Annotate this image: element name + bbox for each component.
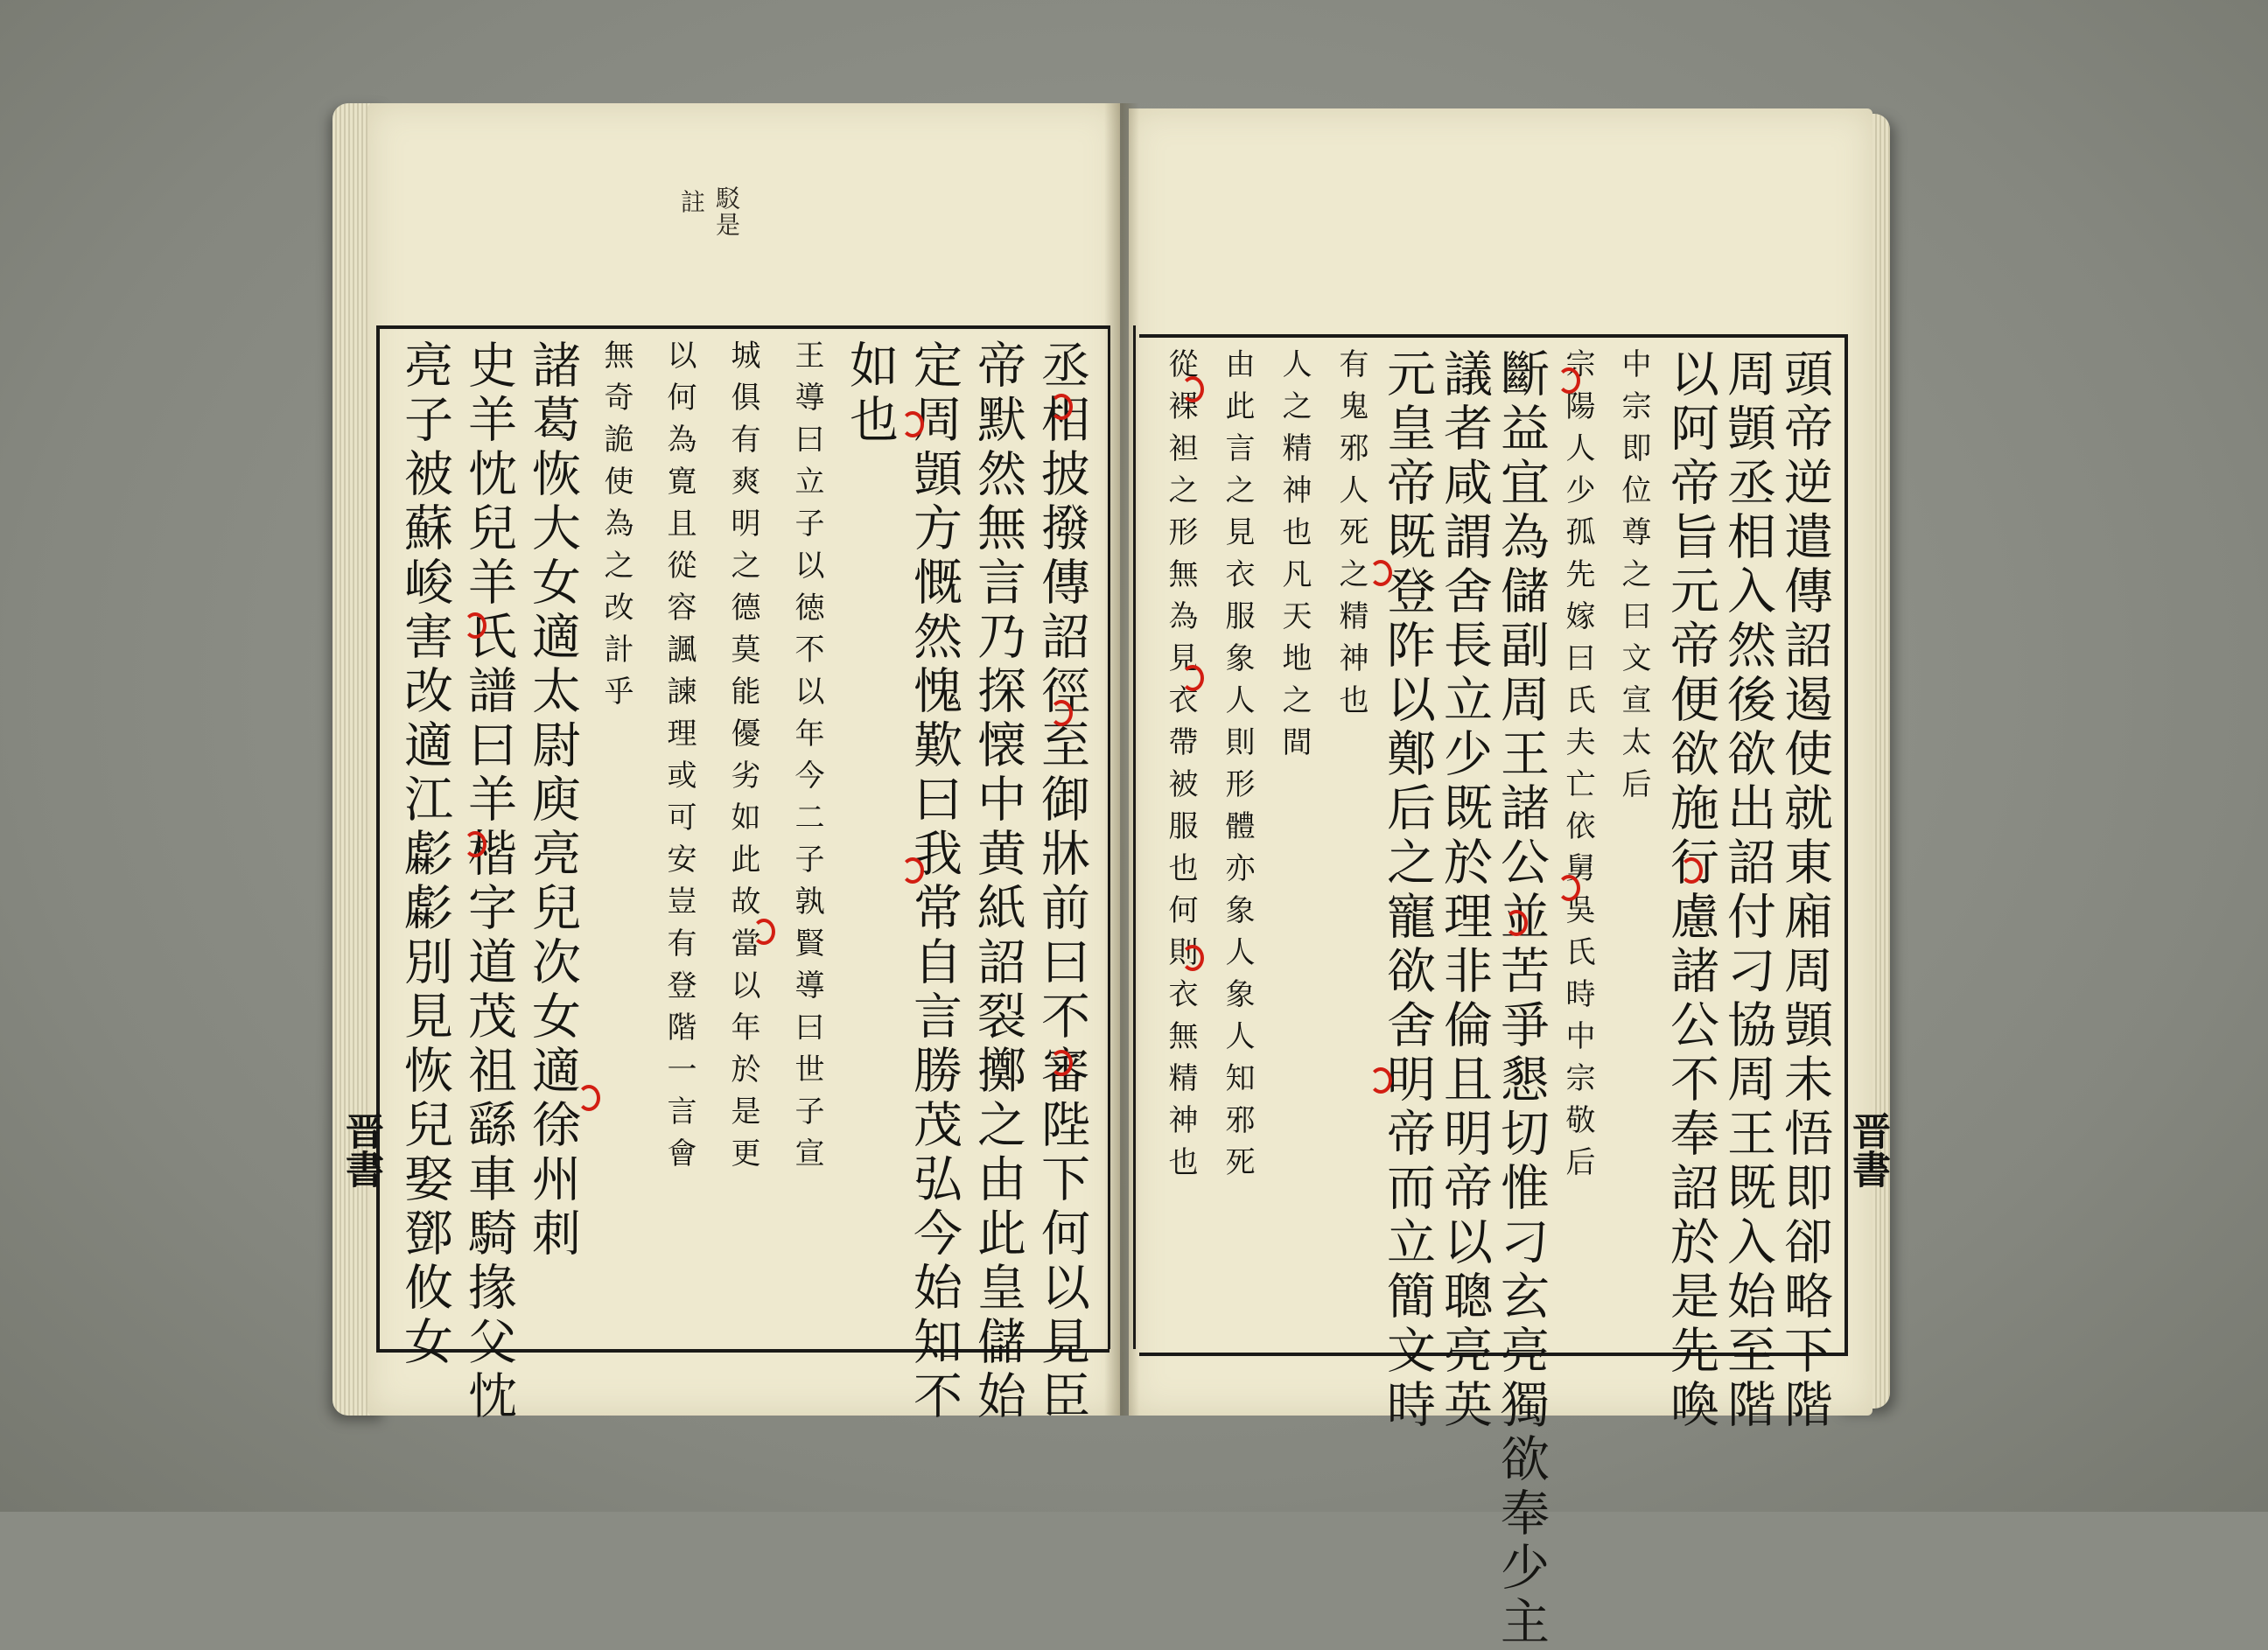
text-column: 中宗即位尊之曰文宣太后	[1616, 348, 1651, 810]
edge-title-left: 晋書	[339, 1111, 383, 1188]
text-column: 人之精神也凡天地之間	[1277, 348, 1312, 768]
text-column: 諸葛恢大女適太尉庾亮兒次女適徐州刺	[524, 339, 581, 1262]
text-column: 史羊忱兒羊氏譜曰羊楷字道茂祖繇車騎掾父忱	[460, 339, 517, 1424]
red-annotation-mark	[901, 411, 924, 437]
text-column: 宗陽人少孤先嫁曰氏夫亡依舅吳氏時中宗敬后	[1560, 348, 1595, 1188]
red-annotation-mark	[1050, 1050, 1073, 1076]
text-column: 如也	[842, 339, 899, 448]
text-column: 斷益宜為儲副周王諸公並苦爭懇切惟刁玄亮獨欲奉少主	[1493, 348, 1550, 1650]
red-annotation-mark	[464, 612, 486, 639]
red-annotation-mark	[464, 831, 486, 857]
text-column: 以阿帝旨元帝便欲施行慮諸公不奉詔於是先喚	[1662, 348, 1719, 1433]
red-annotation-mark	[752, 919, 775, 945]
margin-note: 駁是	[712, 185, 741, 238]
text-column: 頭帝逆遣傳詔遏使就東廂周顗未悟即卻略下階	[1776, 348, 1833, 1433]
text-column: 以何為寛且從容諷諫理或可安豈有登階一言會	[662, 339, 696, 1179]
text-column: 議者咸謂舍長立少既於理非倫且明帝以聰亮英	[1436, 348, 1493, 1433]
red-annotation-mark	[1369, 1067, 1392, 1094]
text-column: 元皇帝既登阼以鄭后之寵欲舍明帝而立簡文時	[1379, 348, 1436, 1433]
red-annotation-mark	[1680, 857, 1703, 884]
text-column: 定周顗方慨然愧歎曰我常自言勝茂弘今始知不	[906, 339, 962, 1424]
text-column: 有鬼邪人死之精神也	[1334, 348, 1368, 726]
red-annotation-mark	[1181, 665, 1204, 691]
edge-title-right: 晋書	[1845, 1111, 1890, 1188]
red-annotation-mark	[1181, 945, 1204, 971]
red-annotation-mark	[1050, 700, 1073, 726]
text-column: 無奇詭使為之改計乎	[598, 339, 634, 717]
red-annotation-mark	[1505, 910, 1528, 936]
red-annotation-mark	[1181, 376, 1204, 402]
text-column: 王導曰立子以徳不以年今二子孰賢導曰世子宣	[789, 339, 824, 1179]
text-column: 亮子被蘇峻害改適江虨虨別見恢兒娶鄧攸女	[396, 339, 453, 1370]
text-column: 從裸袒之形無為見衣帶被服也何則衣無精神也	[1163, 348, 1198, 1188]
red-annotation-mark	[578, 1085, 600, 1111]
red-annotation-mark	[1369, 560, 1392, 586]
margin-note: 註	[677, 189, 706, 215]
red-annotation-mark	[1558, 367, 1580, 394]
text-column: 城俱有爽明之德莫能優劣如此故當以年於是更	[725, 339, 760, 1179]
text-column: 丞相披撥傳詔徑至御牀前曰不審陛下何以見臣	[1033, 339, 1090, 1424]
text-column: 帝默然無言乃探懐中黄紙詔裂擲之由此皇儲始	[970, 339, 1026, 1424]
text-column: 周顗丞相入然後欲出詔付刁協周王既入始至階	[1719, 348, 1776, 1433]
red-annotation-mark	[1558, 875, 1580, 901]
fold-center-mark	[1108, 325, 1136, 1349]
red-annotation-mark	[1050, 394, 1073, 420]
text-column: 由此言之見衣服象人則形體亦象人象人知邪死	[1220, 348, 1255, 1188]
red-annotation-mark	[901, 857, 924, 884]
